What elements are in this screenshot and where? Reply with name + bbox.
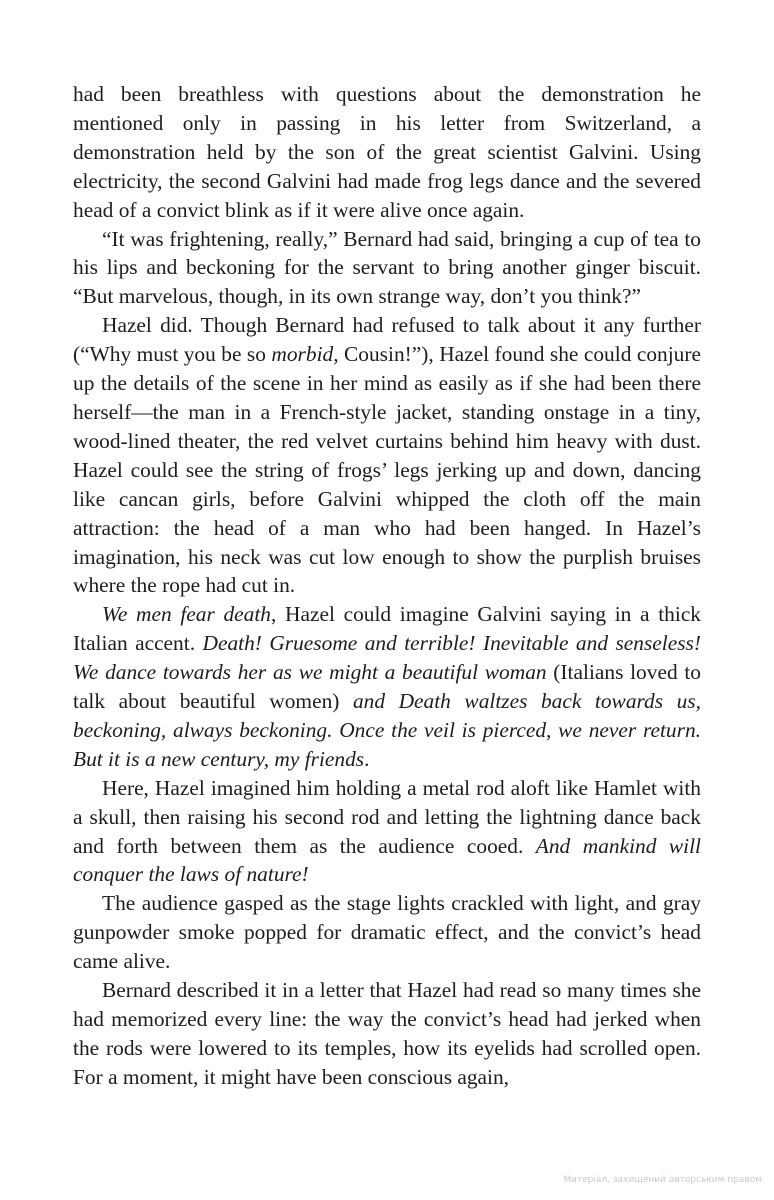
paragraph-6 [73,889,701,976]
paragraph-4-italic-a: We men fear death [102,602,272,627]
paragraph-6-text: The audience gasped as the stage lights crackled with light, and gray gunpowder smoke popped for dramatic effect, and the convict’s head came alive. [73,891,701,974]
copyright-watermark: Матеріал, захищений авторським правом [563,1175,762,1185]
paragraph-4-text-c: . [364,746,370,771]
book-page [73,80,701,1092]
paragraph-7 [73,976,701,1092]
paragraph-7-text: Bernard described it in a letter that Hazel had read so many times she had memorized every line: the way the convict’s head had jerked when the rods were lowered to its temples, how its eyelids had scrolled open. For a moment, it might have been conscious again, [73,978,701,1089]
paragraph-4-text-b: (Italians loved to talk about beautiful women) [73,660,701,714]
paragraph-5-italic: And mankind will conquer the laws of nature! [73,833,701,887]
paragraph-3-italic-morbid: morbid [271,342,334,367]
paragraph-5 [73,774,701,890]
paragraph-1 [73,80,701,225]
paragraph-3-text-a: Hazel did. Though Bernard had refused to talk about it any further (“Why must you be so [73,313,701,367]
paragraph-4-italic-c: and Death waltzes back towards us, beckoning, always beckoning. Once the veil is pierced, we never return. But it is a new century, my friends [73,689,701,771]
paragraph-5-text: Here, Hazel imagined him holding a metal rod aloft like Hamlet with a skull, then raising his second rod and letting the lightning dance back and forth between them as the audience cooed. [73,775,701,858]
paragraph-3-text-b: , Cousin!”), Hazel found she could conjure up the details of the scene in her mind as easily as if she had been there herself—the man in a French-style jacket, standing onstage in a tiny, wood-lined theater, the red velvet curtains behind him heavy with dust. Hazel could see the string of frogs’ legs jerking up and down, dancing like cancan girls, before Galvini whipped the cloth off the main attraction: the head of a man who had been hanged. In Hazel’s imagination, his neck was cut low enough to show the purplish bruises where the rope had cut in. [73,342,701,598]
paragraph-4-italic-b: Death! Gruesome and terrible! Inevitable and senseless! We dance towards her as we might a beautiful woman [73,631,702,685]
paragraph-4-text-a: , Hazel could imagine Galvini saying in a thick Italian accent. [73,602,702,656]
paragraph-2-text: “It was frightening, really,” Bernard had said, bringing a cup of tea to his lips and beckoning for the servant to bring another ginger biscuit. “But marvelous, though, in its own strange way, don’t you think?” [73,226,701,309]
paragraph-4 [73,600,701,773]
paragraph-1-text: had been breathless with questions about the demonstration he mentioned only in passing in his letter from Switzerland, a demonstration held by the son of the great scientist Galvini. Using electricity, the second Galvini had made frog legs dance and the severed head of a convict blink as if it were alive once again. [73,82,701,222]
paragraph-2 [73,225,701,312]
paragraph-3 [73,311,701,600]
